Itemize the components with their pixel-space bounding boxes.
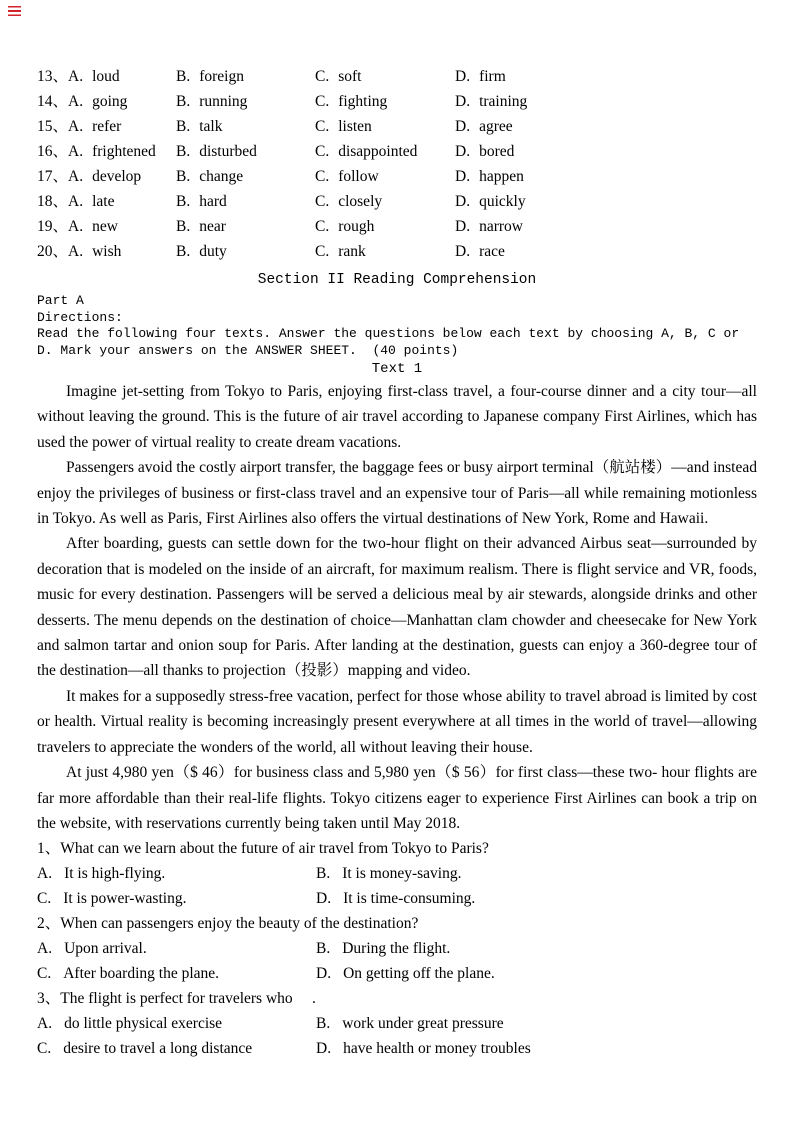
cloze-option-d bbox=[455, 168, 757, 186]
option-text: late bbox=[92, 193, 115, 210]
option-letter: D. bbox=[455, 118, 471, 135]
option-letter: D. bbox=[316, 890, 332, 908]
cloze-option-b bbox=[176, 68, 315, 86]
option-letter: C. bbox=[37, 965, 52, 983]
option-text: training bbox=[479, 93, 528, 110]
cloze-option-d bbox=[455, 218, 757, 236]
question-option-b bbox=[316, 861, 757, 886]
option-letter: A. bbox=[68, 68, 84, 85]
cloze-option-c bbox=[315, 193, 455, 211]
cloze-option-a bbox=[37, 89, 176, 111]
cloze-option-a bbox=[37, 189, 176, 211]
option-text: firm bbox=[479, 68, 506, 85]
question-options bbox=[37, 936, 757, 986]
option-text: It is high-flying. bbox=[64, 865, 166, 883]
cloze-option-d bbox=[455, 118, 757, 136]
option-text: bored bbox=[479, 143, 515, 160]
question-number: 15、 bbox=[37, 118, 69, 135]
question-number: 20、 bbox=[37, 243, 69, 260]
question-option-a bbox=[37, 861, 316, 886]
cloze-option-b bbox=[176, 243, 315, 261]
question-number: 13、 bbox=[37, 68, 69, 85]
option-letter: B. bbox=[316, 1015, 331, 1033]
option-letter: D. bbox=[316, 965, 332, 983]
cloze-row-14 bbox=[37, 89, 757, 114]
option-text: happen bbox=[479, 168, 524, 185]
passage-paragraph-5: At just 4,980 yen（$ 46）for business class and 5,980 yen（$ 56）for first class—these two- hour flights are far more affordable than their real-life flights. Tokyo citizens eager to experience First Airlines can book a trip on the website, with reservations currently being taken until May 2018. bbox=[37, 764, 757, 832]
cloze-option-c bbox=[315, 143, 455, 161]
cloze-option-c bbox=[315, 118, 455, 136]
option-letter: D. bbox=[455, 68, 471, 85]
option-text: refer bbox=[92, 118, 122, 135]
option-text: rank bbox=[338, 243, 366, 260]
option-text: During the flight. bbox=[342, 940, 451, 958]
question-number: 18、 bbox=[37, 193, 69, 210]
option-letter: C. bbox=[315, 68, 330, 85]
option-text: change bbox=[199, 168, 244, 185]
question-option-a bbox=[37, 1011, 316, 1036]
cloze-option-d bbox=[455, 243, 757, 261]
option-letter: B. bbox=[176, 68, 191, 85]
question-option-b bbox=[316, 1011, 757, 1036]
option-letter: A. bbox=[68, 93, 84, 110]
cloze-option-a bbox=[37, 139, 176, 161]
option-letter: B. bbox=[176, 118, 191, 135]
cloze-row-17 bbox=[37, 164, 757, 189]
option-letter: A. bbox=[68, 118, 84, 135]
cloze-row-18 bbox=[37, 189, 757, 214]
cloze-row-20 bbox=[37, 239, 757, 264]
question-options bbox=[37, 861, 757, 911]
cloze-option-d bbox=[455, 193, 757, 211]
question-number: 17、 bbox=[37, 168, 69, 185]
cloze-option-d bbox=[455, 93, 757, 111]
question-prompt: 2、When can passengers enjoy the beauty of the destination? bbox=[37, 915, 419, 933]
option-text: running bbox=[199, 93, 248, 110]
option-text: It is money-saving. bbox=[342, 865, 462, 883]
reading-questions-block bbox=[37, 836, 757, 1061]
option-text: follow bbox=[338, 168, 379, 185]
passage-paragraph-4: It makes for a supposedly stress-free vacation, perfect for those whose ability to travel abroad is limited by cost or health. Virtual reality is becoming increasingly present everywhere at all times in the world of travel—allowing travelers to appreciate the wonders of the world, all without leaving their house. bbox=[37, 687, 757, 756]
cloze-option-a bbox=[37, 64, 176, 86]
reading-passage bbox=[37, 379, 757, 836]
question-option-b bbox=[316, 936, 757, 961]
cloze-option-d bbox=[455, 143, 757, 161]
question-option-d bbox=[316, 886, 757, 911]
option-text: do little physical exercise bbox=[64, 1015, 223, 1033]
reading-question-2 bbox=[37, 911, 757, 986]
cloze-row-16 bbox=[37, 139, 757, 164]
question-option-c bbox=[37, 1036, 316, 1061]
question-number: 19、 bbox=[37, 218, 69, 235]
cloze-option-c bbox=[315, 68, 455, 86]
option-letter: C. bbox=[315, 143, 330, 160]
reading-question-3 bbox=[37, 986, 757, 1061]
option-letter: B. bbox=[176, 193, 191, 210]
question-number: 14、 bbox=[37, 93, 69, 110]
option-text: frightened bbox=[92, 143, 156, 160]
directions-label: Directions: bbox=[37, 309, 123, 325]
option-letter: A. bbox=[37, 1015, 53, 1033]
option-text: loud bbox=[92, 68, 120, 85]
option-letter: A. bbox=[68, 143, 84, 160]
option-letter: C. bbox=[315, 168, 330, 185]
section-heading: Section II Reading Comprehension bbox=[257, 272, 537, 288]
option-text: narrow bbox=[479, 218, 523, 235]
option-text: hard bbox=[199, 193, 227, 210]
question-option-c bbox=[37, 886, 316, 911]
option-letter: D. bbox=[455, 218, 471, 235]
option-text: disappointed bbox=[338, 143, 418, 160]
option-text: quickly bbox=[479, 193, 526, 210]
option-letter: D. bbox=[455, 193, 471, 210]
option-text: foreign bbox=[199, 68, 244, 85]
option-letter: D. bbox=[455, 243, 471, 260]
option-text: going bbox=[92, 93, 128, 110]
option-text: work under great pressure bbox=[342, 1015, 504, 1033]
option-text: develop bbox=[92, 168, 142, 185]
option-letter: C. bbox=[315, 93, 330, 110]
option-text: listen bbox=[338, 118, 372, 135]
question-option-a bbox=[37, 936, 316, 961]
cloze-option-d bbox=[455, 68, 757, 86]
option-letter: C. bbox=[315, 218, 330, 235]
option-letter: B. bbox=[316, 940, 331, 958]
option-letter: D. bbox=[455, 93, 471, 110]
option-letter: C. bbox=[315, 193, 330, 210]
option-text: new bbox=[92, 218, 118, 235]
cloze-option-c bbox=[315, 93, 455, 111]
option-text: duty bbox=[199, 243, 227, 260]
option-letter: A. bbox=[37, 940, 53, 958]
option-text: race bbox=[479, 243, 505, 260]
cloze-option-a bbox=[37, 164, 176, 186]
cloze-row-13 bbox=[37, 64, 757, 89]
option-text: wish bbox=[92, 243, 122, 260]
cloze-row-19 bbox=[37, 214, 757, 239]
option-text: desire to travel a long distance bbox=[63, 1040, 253, 1058]
cloze-option-b bbox=[176, 193, 315, 211]
option-letter: B. bbox=[176, 168, 191, 185]
corner-watermark-icon bbox=[8, 6, 21, 16]
option-letter: D. bbox=[455, 168, 471, 185]
option-text: soft bbox=[338, 68, 362, 85]
question-prompt: 3、The flight is perfect for travelers who . bbox=[37, 990, 316, 1008]
option-text: have health or money troubles bbox=[343, 1040, 531, 1058]
option-letter: A. bbox=[68, 193, 84, 210]
option-text: It is time-consuming. bbox=[343, 890, 476, 908]
option-text: talk bbox=[199, 118, 223, 135]
cloze-option-b bbox=[176, 218, 315, 236]
option-letter: A. bbox=[68, 243, 84, 260]
part-a-label: Part A bbox=[37, 293, 84, 308]
option-text: It is power-wasting. bbox=[63, 890, 187, 908]
option-letter: D. bbox=[455, 143, 471, 160]
reading-question-1 bbox=[37, 836, 757, 911]
option-letter: A. bbox=[68, 218, 84, 235]
option-letter: B. bbox=[176, 93, 191, 110]
option-letter: A. bbox=[37, 865, 53, 883]
directions-text: Read the following four texts. Answer the questions below each text by choosing A, B, C or D. Mark your answers on the ANSWER SHEET. (40 points) bbox=[37, 326, 740, 358]
question-option-c bbox=[37, 961, 316, 986]
question-option-d bbox=[316, 961, 757, 986]
option-text: near bbox=[199, 218, 226, 235]
cloze-option-a bbox=[37, 239, 176, 261]
option-letter: B. bbox=[176, 218, 191, 235]
cloze-option-c bbox=[315, 168, 455, 186]
option-text: closely bbox=[338, 193, 383, 210]
cloze-options-block bbox=[37, 64, 757, 264]
option-letter: C. bbox=[37, 1040, 52, 1058]
option-text: After boarding the plane. bbox=[63, 965, 220, 983]
cloze-option-b bbox=[176, 143, 315, 161]
option-letter: C. bbox=[37, 890, 52, 908]
cloze-option-c bbox=[315, 243, 455, 261]
option-text: agree bbox=[479, 118, 513, 135]
option-text: fighting bbox=[338, 93, 388, 110]
option-text: rough bbox=[338, 218, 375, 235]
cloze-row-15 bbox=[37, 114, 757, 139]
option-letter: B. bbox=[176, 143, 191, 160]
question-number: 16、 bbox=[37, 143, 69, 160]
cloze-option-c bbox=[315, 218, 455, 236]
option-letter: B. bbox=[176, 243, 191, 260]
question-option-d bbox=[316, 1036, 757, 1061]
option-letter: D. bbox=[316, 1040, 332, 1058]
cloze-option-b bbox=[176, 118, 315, 136]
option-letter: C. bbox=[315, 118, 330, 135]
question-options bbox=[37, 1011, 757, 1061]
option-text: disturbed bbox=[199, 143, 257, 160]
passage-paragraph-1: Imagine jet-setting from Tokyo to Paris, enjoying first-class travel, a four-course dinner and a city tour—all without leaving the ground. This is the future of air travel according to Japanese company First Airlines, which has used the power of virtual reality to create dream vacations. bbox=[37, 383, 757, 451]
option-letter: B. bbox=[316, 865, 331, 883]
text-title: Text 1 bbox=[371, 361, 423, 377]
option-text: On getting off the plane. bbox=[343, 965, 495, 983]
cloze-option-b bbox=[176, 168, 315, 186]
cloze-option-b bbox=[176, 93, 315, 111]
cloze-option-a bbox=[37, 214, 176, 236]
passage-paragraph-2: Passengers avoid the costly airport transfer, the baggage fees or busy airport terminal（航站楼）—and instead enjoy the privileges of business or first-class travel and an expensive tour of Paris—all while remaining motionless in Tokyo. As well as Paris, First Airlines also offers the virtual destinations of New York, Rome and Hawaii. bbox=[37, 459, 757, 528]
cloze-option-a bbox=[37, 114, 176, 136]
option-text: Upon arrival. bbox=[64, 940, 147, 958]
option-letter: C. bbox=[315, 243, 330, 260]
passage-paragraph-3: After boarding, guests can settle down for the two-hour flight on their advanced Airbus seat—surrounded by decoration that is modeled on the inside of an aircraft, for maximum realism. There is flight service and VR, foods, music for every destination. Passengers will be served a delicious meal by air stewards, alongside drinks and other desserts. The menu depends on the destination of choice—Manhattan clam chowder and cheesecake for New York and salmon tartar and onion soup for Paris. After landing at the destination, guests can enjoy a 360-degree tour of the destination—all thanks to projection（投影）mapping and video. bbox=[37, 535, 757, 680]
question-prompt: 1、What can we learn about the future of air travel from Tokyo to Paris? bbox=[37, 840, 489, 858]
option-letter: A. bbox=[68, 168, 84, 185]
